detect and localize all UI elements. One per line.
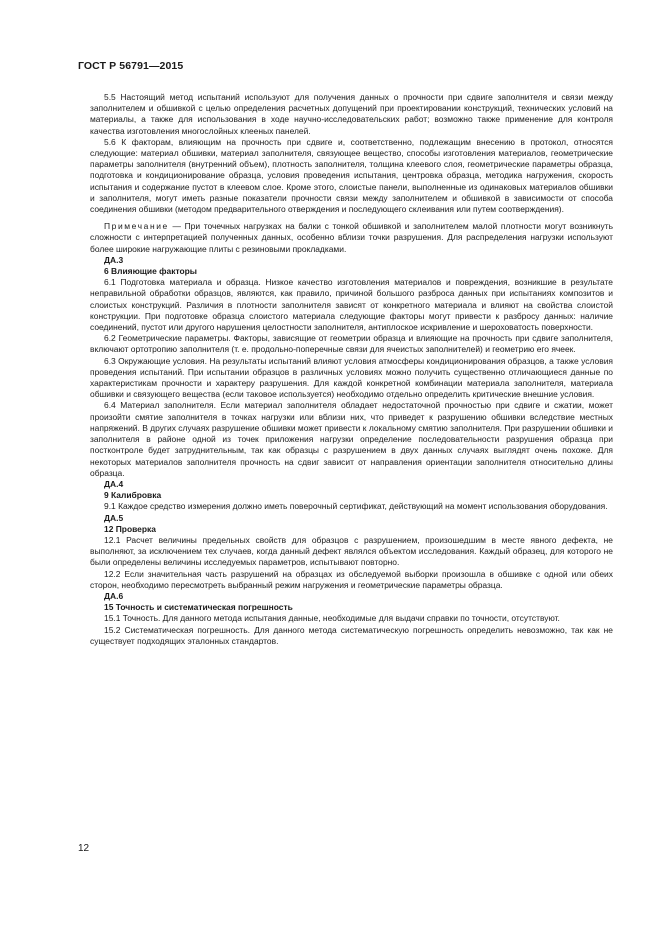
note-paragraph [90,221,613,255]
section-heading-precision-bias: 15 Точность и систематическая погрешность [104,602,293,613]
document-body [90,92,613,647]
section-heading-calibration: 9 Калибровка [104,490,162,501]
paragraph-15-2: 15.2 Систематическая погрешность. Для данного метода систематическую погрешность определить невозможно, так как не существует подходящих эталонных стандартов. [90,624,613,646]
paragraph-9-1: 9.1 Каждое средство измерения должно иметь поверочный сертификат, действующий на момент использования оборудования. [104,501,608,512]
paragraph-15-1: 15.1 Точность. Для данного метода испытания данные, необходимые для выдачи справки по точности, отсутствуют. [104,613,560,624]
section-id-da5: ДА.5 [104,512,124,523]
paragraph-6-4: 6.4 Материал заполнителя. Если материал заполнителя обладает недостаточной прочностью при сдвиге и сжатии, может произойти смятие заполнителя в точках нагрузки или вблизи них, что приведет к разрушению обшивки вследствие местных напряжений. В других случаях разрушение обшивки может привести к локальному смятию заполнителя. При разрушении обшивки и заполнителя в районе одной из точек приложения нагрузки определение последовательности разрушения образца при постконтроле будет затруднительным, так как образцы с разрушением в двух данных случаях выглядят очень похоже. Для некоторых материалов заполнителя прочность на сдвиг зависит от направления ориентации заполнителя относительно длины образца. [90,400,613,478]
section-id-da3: ДА.3 [104,254,124,265]
paragraph-6-2: 6.2 Геометрические параметры. Факторы, зависящие от геометрии образца и влияющие на прочность при сдвиге заполнителя, включают ортотропию заполнителя (т. е. продольно-поперечные связи для ячеистых заполнителей) и геометрию его ячеек. [90,333,613,355]
paragraph-12-2: 12.2 Если значительная часть разрушений на образцах из обследуемой выборки произошла в обшивке с одной или обеих сторон, необходимо пересмотреть выбранный режим нагружения и геометрические параметры образца. [90,568,613,590]
section-id-da6: ДА.6 [104,590,124,601]
standard-code-header: ГОСТ Р 56791—2015 [78,60,184,72]
paragraph-5-5: 5.5 Настоящий метод испытаний используют для получения данных о прочности при сдвиге заполнителя и связи между заполнителем и обшивкой с целью определения расчетных допущений при проектировании конструкций, технических условий на материалы, а также для использования в ходе научно-исследовательских работ; возможно также применение для контроля качества изготовления многослойных клееных панелей. [90,92,613,136]
paragraph-12-1: 12.1 Расчет величины предельных свойств для образцов с разрушением, произошедшим в месте явного дефекта, не выполняют, за исключением тех случаев, когда данный дефект являлся объектом исследования. Каждый образец, для которого не были определены величины исследуемых параметров, испытывают повторно. [90,534,613,568]
section-id-da4: ДА.4 [104,478,124,489]
note-label: Примечание [104,221,169,232]
note-text: — При точечных нагрузках на балки с тонкой обшивкой и заполнителем малой плотности могут возникнуть сложности с интерпретацией полученных данных, особенно вблизи точки разрушения. Для распределения нагрузки используют более широкие нагружающие плиты с резиновыми прокладками. [90,221,613,254]
paragraph-5-6: 5.6 К факторам, влияющим на прочность при сдвиге и, соответственно, подлежащим внесению в протокол, относятся следующие: материал обшивки, материал заполнителя, связующее вещество, способы изготовления материалов, геометрические параметры заполнителя (внутренний объем), плотность заполнителя, толщина клеевого слоя, геометрические параметры образца, подготовка и кондиционирование образца, условия проведения испытания, центровка образца, методика нагружения, скорость испытания и содержание пустот в клеевом слое. Кроме этого, слоистые панели, выполненные из одинаковых материалов обшивки и заполнителя, могут иметь разные показатели прочности связи между заполнителем и обшивкой в зависимости от способа соединения обшивки (методом предварительного отверждения и последующего склеивания или путем соотверждения). [90,136,613,215]
section-heading-verification: 12 Проверка [104,523,156,534]
paragraph-6-3: 6.3 Окружающие условия. На результаты испытаний влияют условия атмосферы кондиционирования образцов, а также условия проведения испытаний. При испытании образцов в различных условиях можно получить существенно отличающиеся данные по характеристикам прочности и характеру разрушения. Для каждой конкретной комбинации материала заполнителя, материала обшивки и связующего вещества (если таковое используется) необходимо отдельно определить критические внешние условия. [90,355,613,400]
section-heading-influencing-factors: 6 Влияющие факторы [104,266,197,277]
page-number: 12 [78,843,90,854]
paragraph-6-1: 6.1 Подготовка материала и образца. Низкое качество изготовления материалов и повреждения, возникшие в результате неправильной обработки образцов, являются, как правило, причиной большого разброса данных при испытаниях композитов и слоистых конструкций. Различия в плотности заполнителя зависят от конкретного материала и влияют на свойства слоистой конструкции. При подготовке образца слоистого материала следующие факторы могут привести к разбросу данных: наличие соединений, пустот или другого нарушения целостности заполнителя, антиплоское искривление и шероховатость поверхности. [90,277,613,333]
